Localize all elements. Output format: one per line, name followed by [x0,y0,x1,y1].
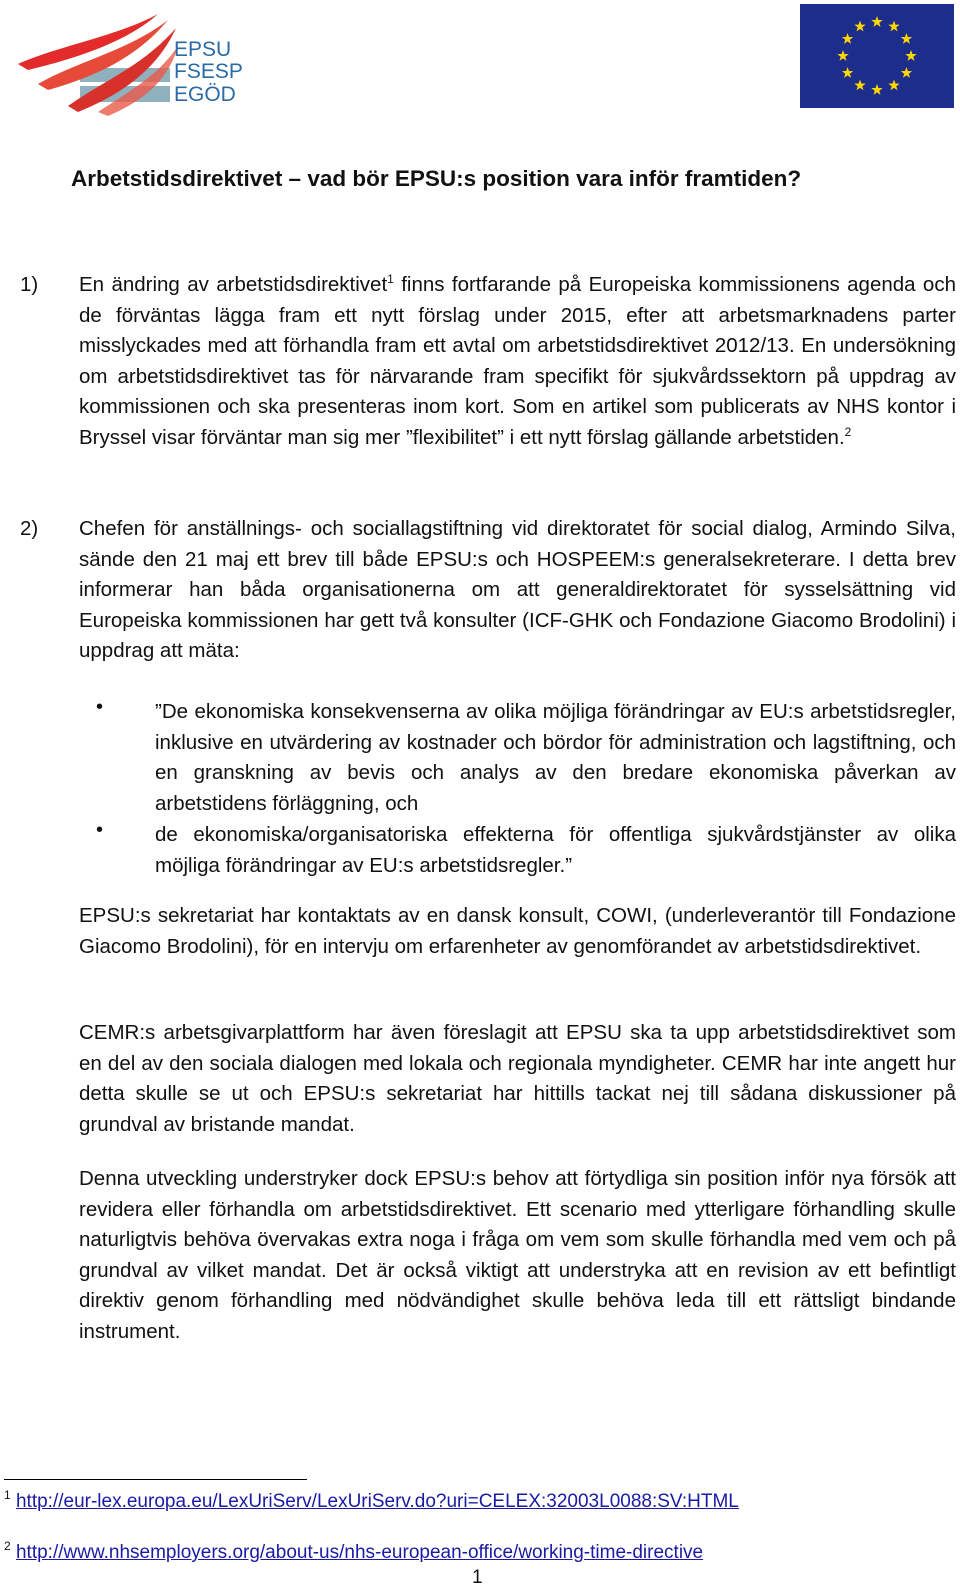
bullet-2-text: de ekonomiska/organisatoriska effekterna för offentliga sjukvårdstjänster av olika möjliga förändringar av EU:s arbetstidsregler.” [155,823,956,877]
paragraph-cowi: EPSU:s sekretariat har kontaktats av en dansk konsult, COWI, (underleverantör till Fondazione Giacomo Brodolini), för en intervju om erfarenheter av genomförandet av arbetstidsdirektivet. [79,904,956,958]
document-title: Arbetstidsdirektivet – vad bör EPSU:s position vara inför framtiden? [71,166,802,191]
epsu-logo [8,6,248,116]
footnote-1-mark: 1 [4,1488,11,1502]
footnote-ref-2[interactable]: 2 [844,424,852,439]
logo-stripes-icon [18,14,178,116]
footnote-ref-1[interactable]: 1 [387,272,394,286]
paragraph-conclusion: Denna utveckling understryker dock EPSU:s behov att förtydliga sin position inför nya försök att revidera eller förhandla om arbetstidsdirektivet. Ett scenario med ytterligare förhandling skulle naturligtvis behöva övervakas extra noga i fråga om vem som skulle förhandla med vem och på grundval av vilket mandat. Det är också viktigt att understryka att en revision av ett befintligt direktiv genom förhandling med nödvändighet skulle behöva leda till ett rättsligt bindande instrument. [79,1167,956,1343]
logo-line-epsu: EPSU [174,38,232,61]
section-1-number: 1) [20,273,39,296]
bullet-1-marker: • [96,696,104,718]
section-2-paragraph: Chefen för anställnings- och sociallagstiftning vid direktoratet för social dialog, Armindo Silva, sände den 21 maj ett brev till både EPSU:s och HOSPEEM:s generalsekreterare. I detta brev informerar han båda organisationerna om att generaldirektoratet för sysselsättning vid Europeiska kommissionen har gett två konsulter (ICF-GHK och Fondazione Giacomo Brodolini) i uppdrag att mäta: [79,517,956,662]
logo-line-fsesp: FSESP [174,60,243,83]
section-1-paragraph [79,270,956,453]
bullet-2-marker: • [96,819,104,841]
footnote-1 [4,1490,739,1514]
section-1-text-b: finns fortfarande på Europeiska kommissionens agenda och de förväntas lägga fram ett nytt förslag under 2015, efter att arbetsmarknadens parter misslyckades med att förhandla fram ett avtal om arbetstidsdirektivet 2012/13. En undersökning om arbetstidsdirektivet tas för närvarande fram specifikt för sjukvårdssektorn på uppdrag av kommissionen och ska presenteras inom kort. Som en artikel som publicerats av NHS kontor i Bryssel visar förväntar man sig mer ”flexibilitet” i ett nytt förslag gällande arbetstiden. [79,273,956,449]
section-2-number: 2) [20,517,39,540]
eu-flag-icon [800,4,954,108]
footnote-2 [4,1541,703,1565]
footnote-2-link[interactable]: http://www.nhsemployers.org/about-us/nhs-european-office/working-time-directive [15,1542,704,1563]
section-1-text-a: En ändring av arbetstidsdirektivet [79,273,388,296]
logo-line-egod: EGÖD [174,83,236,106]
footnote-1-link[interactable]: http://eur-lex.europa.eu/LexUriServ/LexUriServ.do?uri=CELEX:32003L0088:SV:HTML [15,1491,739,1512]
bullet-1-text: ”De ekonomiska konsekvenserna av olika möjliga förändringar av EU:s arbetstidsregler, inklusive en utvärdering av kostnader och bördor för administration och lagstiftning, och en granskning av bevis och analys av den bredare ekonomiska påverkan av arbetstidens förläggning, och [155,700,956,815]
paragraph-cemr: CEMR:s arbetsgivarplattform har även föreslagit att EPSU ska ta upp arbetstidsdirektivet som en del av den sociala dialogen med lokala och regionala myndigheter. CEMR har inte angett hur detta skulle se ut och EPSU:s sekretariat har hittills tackat nej till sådana diskussioner på grundval av bristande mandat. [79,1021,956,1136]
footnote-separator [4,1479,307,1480]
footnote-2-mark: 2 [4,1539,11,1553]
page-number: 1 [472,1567,483,1588]
